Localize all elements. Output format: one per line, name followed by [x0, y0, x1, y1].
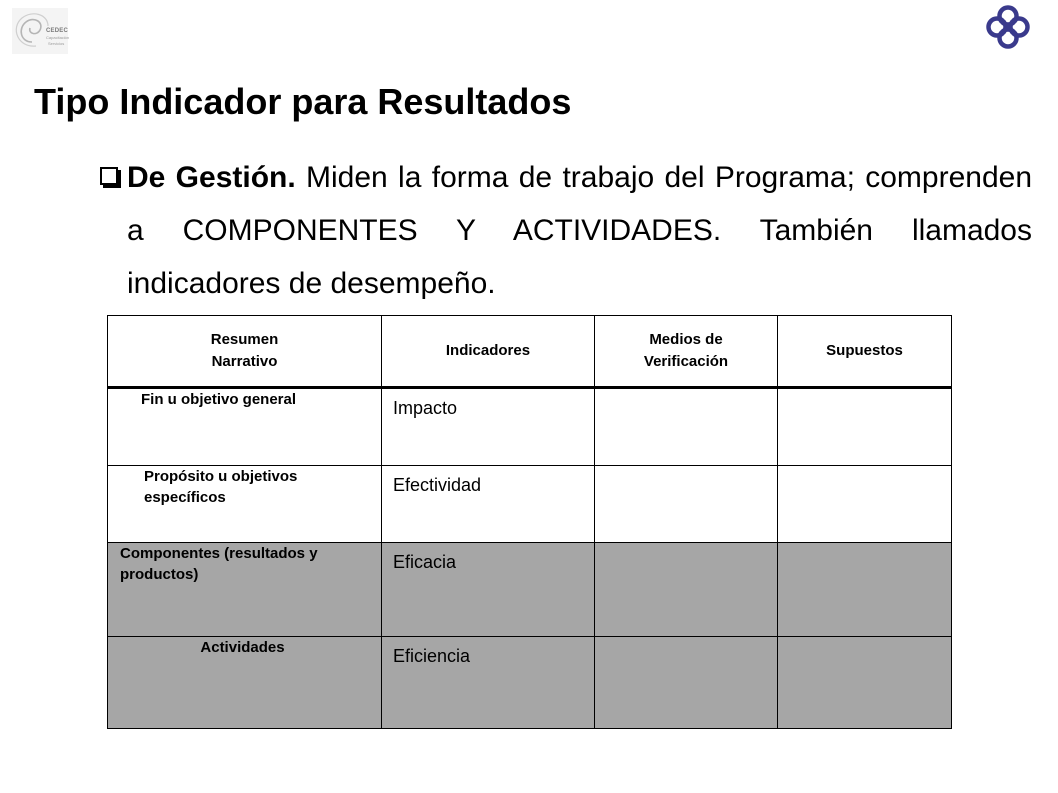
- indicator-cell: Impacto: [382, 388, 595, 466]
- header-supuestos: [778, 316, 952, 388]
- medios-cell: [595, 637, 778, 729]
- indicator-cell: Eficacia: [382, 543, 595, 637]
- header-indicadores: [382, 316, 595, 388]
- logframe-table: [107, 315, 952, 729]
- supuestos-cell: [778, 637, 952, 729]
- supuestos-cell: [778, 543, 952, 637]
- medios-cell: [595, 388, 778, 466]
- quatrefoil-emblem-icon: [983, 2, 1033, 52]
- level-cell: Fin u objetivo general: [108, 388, 382, 466]
- indicator-cell: Eficiencia: [382, 637, 595, 729]
- supuestos-cell: [778, 388, 952, 466]
- cedec-logo: [12, 8, 68, 54]
- header-line: Medios de: [649, 331, 723, 348]
- level-cell: Actividades: [108, 637, 382, 729]
- header-line: Narrativo: [211, 353, 278, 370]
- page-title: Tipo Indicador para Resultados: [34, 81, 572, 122]
- checkbox-square-bullet-icon: [100, 167, 118, 185]
- logo-subtitle: Capacitación: [46, 35, 70, 40]
- table-row-shaded: [108, 543, 952, 637]
- bullet-item: [100, 151, 1032, 310]
- level-cell: Propósito u objetivos específicos: [108, 466, 382, 543]
- supuestos-cell: [778, 466, 952, 543]
- logo-title: CEDEC: [46, 28, 69, 34]
- logo-subtitle-2: Servicios: [48, 41, 65, 46]
- header-line: Resumen: [210, 331, 279, 348]
- bullet-lead: De Gestión.: [127, 161, 296, 194]
- bullet-body: Miden la forma de trabajo del Programa; comprenden a COMPONENTES Y ACTIVIDADES. También llamados indicadores de desempeño.: [127, 161, 1033, 300]
- indicator-cell: Efectividad: [382, 466, 595, 543]
- level-cell: Componentes (resultados y productos): [108, 543, 382, 637]
- table-row: [108, 466, 952, 543]
- table-header-row: [108, 316, 952, 388]
- header-line: Verificación: [643, 353, 729, 370]
- table-row: [108, 388, 952, 466]
- medios-cell: [595, 466, 778, 543]
- bullet-paragraph: [127, 151, 1032, 310]
- header-line: Supuestos: [826, 342, 903, 359]
- table-row-shaded: [108, 637, 952, 729]
- header-medios-verificacion: [595, 316, 778, 388]
- header-line: Indicadores: [445, 342, 531, 359]
- medios-cell: [595, 543, 778, 637]
- header-resumen-narrativo: [108, 316, 382, 388]
